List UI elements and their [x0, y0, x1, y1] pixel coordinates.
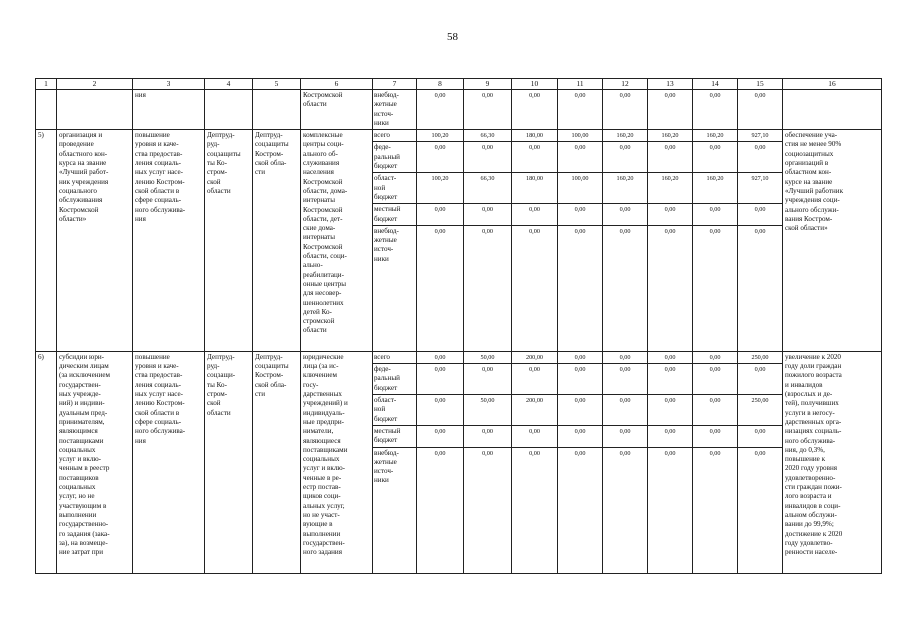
value-cell: 0,00 [464, 142, 512, 173]
executor-cell: Дептруд- соцзащиты Костром- ской обла- сти [253, 130, 301, 352]
col-header: 10 [512, 79, 558, 90]
goal-cell: повышение уровня и каче- ства предостав- ления социаль- ных услуг насе- лению Костром- ской области в сфере социаль- ного обслужива- ния [133, 351, 205, 573]
value-cell: 0,00 [512, 364, 558, 395]
value-cell: 0,00 [558, 90, 603, 130]
value-cell: 200,00 [512, 395, 558, 426]
value-cell: 0,00 [464, 447, 512, 573]
table-row [36, 130, 882, 142]
value-cell: 0,00 [738, 225, 783, 351]
col-header: 2 [57, 79, 133, 90]
value-cell: 0,00 [738, 142, 783, 173]
source-cell: всего [373, 351, 417, 363]
cell [57, 90, 133, 130]
value-cell: 0,00 [693, 395, 738, 426]
value-cell: 0,00 [693, 351, 738, 363]
value-cell: 0,00 [558, 351, 603, 363]
col-header: 15 [738, 79, 783, 90]
value-cell: 0,00 [464, 225, 512, 351]
cell: ния [133, 90, 205, 130]
value-cell: 0,00 [738, 90, 783, 130]
value-cell: 0,00 [558, 225, 603, 351]
col-header: 8 [417, 79, 464, 90]
cell [36, 90, 57, 130]
participants-cell: комплексные центры соци- ального об- служивания населения Костромской области, дома- интернаты Костромской области, дет- ские дома- интернаты Костромской области, соци- ально- реабилитаци- онные центры для несовер- шеннолетних детей Ко- стромской области [301, 130, 373, 352]
value-cell: 160,20 [648, 130, 693, 142]
value-cell: 0,00 [603, 351, 648, 363]
col-header: 9 [464, 79, 512, 90]
value-cell: 0,00 [558, 364, 603, 395]
value-cell: 0,00 [417, 90, 464, 130]
value-cell: 0,00 [648, 447, 693, 573]
source-cell: феде- ральный бюджет [373, 142, 417, 173]
source-cell: област- ной бюджет [373, 173, 417, 204]
column-number-row [36, 79, 882, 90]
value-cell: 0,00 [648, 225, 693, 351]
value-cell: 0,00 [417, 395, 464, 426]
cell: Костромской области [301, 90, 373, 130]
value-cell: 160,20 [648, 173, 693, 204]
value-cell: 0,00 [738, 204, 783, 226]
value-cell: 0,00 [558, 425, 603, 447]
responsible-cell: Дептруд- руд- соцзащиты ты Ко- стром- ской области [205, 130, 253, 352]
responsible-cell: Дептруд- руд- соцзащи- ты Ко- стром- ской области [205, 351, 253, 573]
value-cell: 0,00 [417, 425, 464, 447]
value-cell: 0,00 [648, 90, 693, 130]
value-cell: 0,00 [648, 351, 693, 363]
value-cell: 160,20 [603, 173, 648, 204]
value-cell: 100,20 [417, 173, 464, 204]
value-cell: 0,00 [603, 395, 648, 426]
value-cell: 180,00 [512, 173, 558, 204]
value-cell: 0,00 [693, 364, 738, 395]
value-cell: 100,00 [558, 130, 603, 142]
value-cell: 160,20 [603, 130, 648, 142]
value-cell: 0,00 [603, 425, 648, 447]
col-header: 7 [373, 79, 417, 90]
value-cell: 0,00 [417, 204, 464, 226]
value-cell: 0,00 [417, 142, 464, 173]
result-cell: увеличение к 2020 году доли граждан пожилого возраста и инвалидов (взрослых и де- тей), получивших услуги в негосу- дарственных орга- низациях социаль- ного обслужива- ния, до 0,3%, повышение к 2020 году уровня удовлетворенно- сти граждан пожи- лого возраста и инвалидов в соци- альном обслужи- вании до 99,9%; достижение к 2020 году удовлетво- ренности населе- [783, 351, 882, 573]
value-cell: 0,00 [558, 447, 603, 573]
source-cell: внебюд- жетные источ- ники [373, 225, 417, 351]
col-header: 12 [603, 79, 648, 90]
page-number: 58 [447, 31, 458, 43]
value-cell: 0,00 [558, 395, 603, 426]
row-number: 5) [36, 130, 57, 352]
value-cell: 0,00 [603, 225, 648, 351]
participants-cell: юридические лица (за ис- ключением госу- дарственных учреждений) и индивидуаль- ные предпри- ниматели, являющиеся поставщиками социальных услуг и вклю- ченные в ре- естр постав- щиков соци- альных услуг, но не участ- вующие в выполнении государствен- ного задания [301, 351, 373, 573]
cell [253, 90, 301, 130]
source-cell: местный бюджет [373, 425, 417, 447]
col-header: 5 [253, 79, 301, 90]
source-cell: всего [373, 130, 417, 142]
value-cell: 0,00 [693, 142, 738, 173]
value-cell: 50,00 [464, 351, 512, 363]
value-cell: 0,00 [648, 425, 693, 447]
value-cell: 0,00 [464, 364, 512, 395]
col-header: 16 [783, 79, 882, 90]
value-cell: 0,00 [738, 425, 783, 447]
value-cell: 0,00 [512, 425, 558, 447]
value-cell: 66,30 [464, 130, 512, 142]
source-cell: феде- ральный бюджет [373, 364, 417, 395]
value-cell: 0,00 [738, 447, 783, 573]
value-cell: 0,00 [512, 204, 558, 226]
value-cell: 0,00 [693, 90, 738, 130]
value-cell: 0,00 [648, 364, 693, 395]
value-cell: 0,00 [417, 364, 464, 395]
value-cell: 0,00 [464, 90, 512, 130]
value-cell: 0,00 [603, 142, 648, 173]
value-cell: 0,00 [693, 425, 738, 447]
goal-cell: повышение уровня и каче- ства предостав- ления социаль- ных услуг насе- лению Костром- ской области в сфере социаль- ного обслужива- ния [133, 130, 205, 352]
value-cell: 0,00 [512, 90, 558, 130]
col-header: 1 [36, 79, 57, 90]
value-cell: 0,00 [603, 447, 648, 573]
value-cell: 0,00 [693, 225, 738, 351]
value-cell: 0,00 [558, 142, 603, 173]
value-cell: 100,00 [558, 173, 603, 204]
value-cell: 66,30 [464, 173, 512, 204]
source-cell: местный бюджет [373, 204, 417, 226]
value-cell: 0,00 [512, 225, 558, 351]
table-row [36, 351, 882, 363]
value-cell: 0,00 [603, 364, 648, 395]
value-cell: 200,00 [512, 351, 558, 363]
cell [205, 90, 253, 130]
value-cell: 0,00 [558, 204, 603, 226]
value-cell: 160,20 [693, 130, 738, 142]
measure-name: организация и проведение областного кон- курса на звание «Лучший работ- ник учреждения социального обслуживания Костромской области» [57, 130, 133, 352]
value-cell: 0,00 [512, 142, 558, 173]
value-cell: 0,00 [693, 447, 738, 573]
value-cell: 0,00 [417, 447, 464, 573]
value-cell: 0,00 [648, 142, 693, 173]
value-cell: 0,00 [648, 395, 693, 426]
continuation-row [36, 90, 882, 130]
row-number: 6) [36, 351, 57, 573]
value-cell: 250,00 [738, 351, 783, 363]
executor-cell: Дептруд- соцзащиты Костром- ской обла- сти [253, 351, 301, 573]
value-cell: 0,00 [417, 225, 464, 351]
value-cell: 927,10 [738, 173, 783, 204]
source-cell: област- ной бюджет [373, 395, 417, 426]
col-header: 14 [693, 79, 738, 90]
source-cell: внебюд- жетные источ- ники [373, 447, 417, 573]
value-cell: 0,00 [648, 204, 693, 226]
col-header: 4 [205, 79, 253, 90]
value-cell: 0,00 [464, 204, 512, 226]
value-cell: 0,00 [603, 90, 648, 130]
col-header: 11 [558, 79, 603, 90]
value-cell: 0,00 [603, 204, 648, 226]
value-cell: 0,00 [693, 204, 738, 226]
value-cell: 0,00 [417, 351, 464, 363]
col-header: 13 [648, 79, 693, 90]
value-cell: 927,10 [738, 130, 783, 142]
result-cell: обеспечение уча- стия не менее 90% социозащитных организаций в областном кон- курсе на звание «Лучший работник учреждения соци- ального обслужи- вания Костром- ской области» [783, 130, 882, 352]
value-cell: 0,00 [512, 447, 558, 573]
value-cell: 50,00 [464, 395, 512, 426]
col-header: 6 [301, 79, 373, 90]
value-cell: 250,00 [738, 395, 783, 426]
value-cell: 180,00 [512, 130, 558, 142]
value-cell: 0,00 [738, 364, 783, 395]
value-cell: 160,20 [693, 173, 738, 204]
value-cell: 100,20 [417, 130, 464, 142]
measure-name: субсидии юри- дическим лицам (за исключением государствен- ных учрежде- ний) и индиви- дуальным пред- принимателям, являющимся поставщиками социальных услуг и вклю- ченным в реестр поставщиков социальных услуг, но не участвующим в выполнении государственно- го задания (зака- за), на возмеще- ние затрат при [57, 351, 133, 573]
col-header: 3 [133, 79, 205, 90]
financing-table [35, 78, 882, 574]
cell [783, 90, 882, 130]
source-cell: внебюд- жетные источ- ники [373, 90, 417, 130]
value-cell: 0,00 [464, 425, 512, 447]
